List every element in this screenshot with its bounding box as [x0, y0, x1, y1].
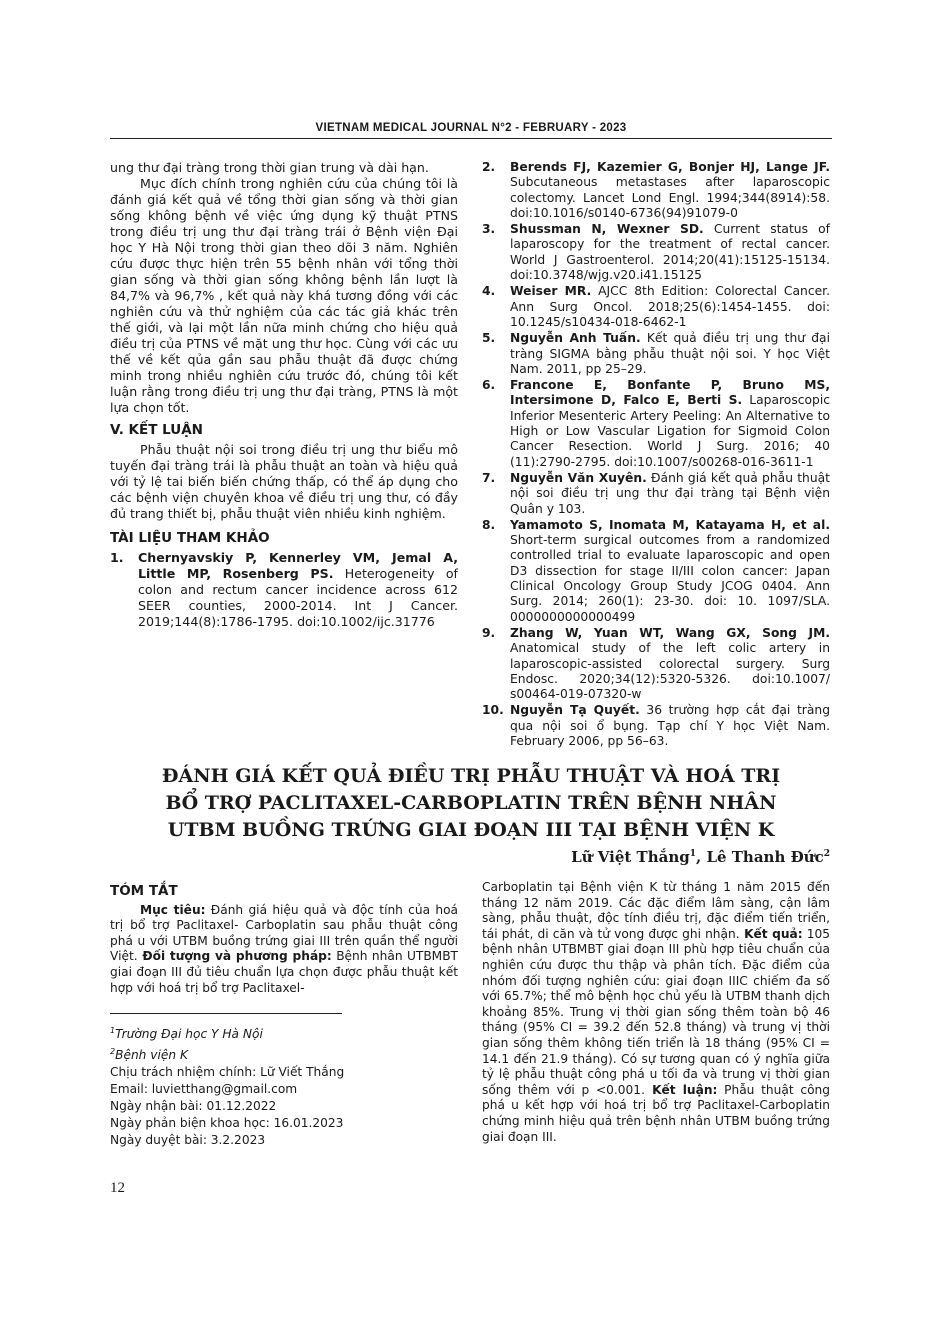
- reference-item: [482, 378, 830, 470]
- reference-body: Anatomical study of the left colic artery in laparoscopic-assisted colorectal surgery. Surg Endosc. 2020;34(12):5320-5326. doi:10.1007/ s00464-019-07320-w: [510, 641, 830, 702]
- paragraph-continued: ung thư đại tràng trong thời gian trung và dài hạn.: [110, 160, 429, 175]
- reference-item: [482, 284, 830, 330]
- reference-authors: Yamamoto S, Inomata M, Katayama H, et al.: [510, 517, 830, 532]
- reference-body: Heterogeneity of colon and rectum cancer incidence across 612 SEER counties, 2000-2014. Int J Cancer. 2019;144(8):1786-1795. doi:10.1002/ijc.31776: [138, 566, 458, 629]
- abstract-results: 105 bệnh nhân UTBMBT giai đoạn III phù hợp tiêu chuẩn của nghiên cứu được thu thập và phân tích. Đặc điểm của nhóm đối tượng nghiên cứu: giai đoạn IIIC chiếm đa số với 65.7%; thể mô bệnh học chủ yếu là UTBM thanh dịch khoảng 85%. Trung vị thời gian sống thêm toàn bộ 46 tháng (95% CI = 39.2 đến 52.8 tháng) và trung vị thời gian sống thêm không tiến triển là 18 tháng (95% CI = 14.1 đến 21.9 tháng). Có sự tương quan có ý nghĩa giữa tỷ lệ phẫu thuật công phá u tối đa và trung vị thời gian sống thêm với p <0.001.: [482, 926, 830, 1097]
- author-separator: ,: [695, 848, 707, 866]
- footnote-responsible: Chịu trách nhiệm chính: Lữ Viết Thắng: [110, 1065, 345, 1080]
- reference-number: 9.: [482, 625, 496, 640]
- reference-authors: Shussman N, Wexner SD.: [510, 222, 704, 237]
- reference-item: [482, 471, 830, 517]
- footnotes: [110, 1022, 450, 1149]
- reference-authors: Nguyễn Văn Xuyên.: [510, 470, 647, 485]
- abstract-method: Bệnh nhân UTBMBT giai đoạn III đủ tiêu chuẩn lựa chọn được phẫu thuật kết hợp với hoá trị bổ trợ Paclitaxel-: [110, 949, 458, 995]
- abstract-label-results: Kết quả:: [739, 926, 803, 941]
- footnote-mark: 1: [110, 1026, 116, 1035]
- abstract-paragraph: [110, 903, 458, 997]
- article-title-line: BỔ TRỢ PACLITAXEL-CARBOPLATIN TRÊN BỆNH NHÂN: [165, 792, 777, 814]
- abstract-objective: Đánh giá hiệu quả và độc tính của hoá trị bổ trợ Paclitaxel- Carboplatin sau phẫu thuật công phá u với UTBM buồng trứng giai III trên quần thể người Việt.: [110, 902, 459, 964]
- reference-number: 6.: [482, 378, 496, 393]
- footnote-received: Ngày nhận bài: 01.12.2022: [110, 1099, 277, 1114]
- author-affiliation-mark: 1: [689, 849, 696, 859]
- footnote-text: Bệnh viện K: [115, 1048, 188, 1063]
- reference-authors: Nguyễn Tạ Quyết.: [510, 703, 640, 718]
- footnote-accepted: Ngày duyệt bài: 3.2.2023: [110, 1133, 266, 1148]
- reference-item: [482, 160, 830, 221]
- reference-number: 8.: [482, 517, 496, 532]
- footnote-affiliation: [110, 1022, 450, 1043]
- abstract-conclusion: Phẫu thuật công phá u kết hợp với hoá trị bổ trợ Paclitaxel-Carboplatin chứng minh hiệu quả trên bệnh nhân UTBM buồng trứng giai đoạn III.: [482, 1082, 831, 1144]
- paragraph-discussion: Mục đích chính trong nghiên cứu của chúng tôi là đánh giá kết quả về tổng thời gian sống và thời gian sống không bệnh về việc ứng dụng kỹ thuật PTNS trong điều trị ung thư đại tràng trái ở Bệnh viện Đại học Y Hà Nội trong thời gian theo dõi 3 năm. Nghiên cứu được thực hiện trên 55 bệnh nhân với tổng thời gian sống và thời gian sống không bệnh lần lượt là 84,7% và 96,7% , kết quả này khá tương đồng với các nghiên cứu và thử nghiệm của các tác giả khác trên thế giới, và lại một lần nữa minh chứng cho hiệu quả điều trị của PTNS về mặt ung thư học. Cùng với các ưu thế về kết qủa gần sau phẫu thuật đã được chứng minh trong nhiều nghiên cứu trước đó, chúng tôi kết luận rằng trong điều trị ung thư đại tràng, PTNS là một lựa chọn tốt.: [110, 176, 458, 415]
- reference-authors: Weiser MR.: [510, 284, 592, 299]
- reference-number: 5.: [482, 331, 496, 346]
- footnote-mark: 2: [110, 1047, 116, 1057]
- article-title-line: UTBM BUỒNG TRỨNG GIAI ĐOẠN III TẠI BỆNH VIỆN K: [167, 819, 775, 841]
- running-header: VIETNAM MEDICAL JOURNAL N°2 - FEBRUARY - 2023: [315, 122, 627, 134]
- footnote-rule: [110, 1013, 342, 1014]
- reference-text: [510, 160, 830, 221]
- reference-item: [482, 222, 830, 283]
- author-affiliation-mark: 2: [823, 849, 830, 859]
- abstract-label-conclusion: Kết luận:: [644, 1082, 718, 1097]
- reference-text: [138, 550, 458, 630]
- article-title: [110, 763, 832, 844]
- reference-item: [482, 703, 830, 749]
- page-number: 12: [110, 1180, 125, 1196]
- reference-item: [110, 550, 458, 630]
- reference-authors: Berends FJ, Kazemier G, Bonjer HJ, Lange JF.: [510, 160, 830, 174]
- reference-body: Laparoscopic Inferior Mesenteric Artery Peeling: An Alternative to High or Low Vascular Ligation for Sigmoid Colon Cancer Resection. World J Surg. 2016; 40 (11):2790-2795. doi:10.1007/s00268-016-3611-1: [510, 393, 831, 469]
- abstract-label-method: Đối tượng và phương pháp:: [137, 949, 332, 964]
- reference-text: [510, 284, 830, 330]
- reference-body: 36 trường hợp cắt đại tràng qua nội soi ổ bụng. Tạp chí Y học Việt Nam. February 2006, pp 56–63.: [510, 703, 830, 748]
- reference-number: 2.: [482, 160, 496, 174]
- reference-body: AJCC 8th Edition: Colorectal Cancer. Ann Surg Oncol. 2018;25(6):1454-1455. doi: 10.1245/s10434-018-6462-1: [510, 284, 830, 329]
- reference-number: 10.: [482, 703, 504, 718]
- author-name: Lữ Việt Thắng: [571, 848, 690, 866]
- reference-text: [510, 222, 830, 283]
- reference-text: [510, 703, 830, 749]
- abstract-right: [482, 880, 830, 1145]
- reference-text: [510, 331, 830, 377]
- left-column: [110, 160, 458, 631]
- reference-authors: Nguyễn Anh Tuấn.: [510, 331, 641, 346]
- reference-text: [510, 378, 830, 470]
- header-rule: [110, 138, 832, 139]
- right-column-references: [482, 160, 830, 750]
- paragraph-conclusion: Phẫu thuật nội soi trong điều trị ung thư biểu mô tuyến đại tràng trái là phẫu thuật an toàn và hiệu quả với tỷ lệ tai biến biến chứng thấp, có thể áp dụng cho các bệnh viện chuyên khoa về điều trị ung thư, có đầy đủ trang thiết bị, phẫu thuật viên nhiều kinh nghiệm.: [110, 442, 458, 521]
- footnote-affiliation: [110, 1043, 450, 1064]
- reference-text: [510, 626, 830, 702]
- abstract-paragraph: [482, 880, 830, 1145]
- article-authors: [571, 848, 830, 866]
- article-title-line: ĐÁNH GIÁ KẾT QUẢ ĐIỀU TRỊ PHẪU THUẬT VÀ HOÁ TRỊ: [161, 765, 781, 787]
- reference-text: [510, 518, 830, 625]
- reference-body: Short-term surgical outcomes from a randomized controlled trial to evaluate laparoscopic and open D3 dissection for stage II/III colon cancer: Japan Clinical Oncology Group Study JCOG 0404. Ann Surg. 2014; 260(1): 23-30. doi: 10. 1097/SLA. 0000000000000499: [510, 533, 830, 624]
- reference-text: [510, 471, 830, 517]
- reference-authors: Zhang W, Yuan WT, Wang GX, Song JM.: [510, 625, 830, 640]
- footnote-reviewed: Ngày phản biện khoa học: 16.01.2023: [110, 1116, 344, 1131]
- reference-number: 3.: [482, 222, 496, 237]
- reference-body: Đánh giá kết quả phẫu thuật nội soi điều trị ung thư đại tràng tại Bệnh viện Quân y 103.: [510, 470, 830, 516]
- reference-body: Subcutaneous metastases after laparoscopic colectomy. Lancet Lond Engl. 1994;344(8914):58. doi:10.1016/s0140-6736(94)91079-0: [510, 175, 830, 220]
- reference-authors: Francone E, Bonfante P, Bruno MS, Intersimone D, Falco E, Berti S.: [510, 378, 830, 408]
- reference-number: 4.: [482, 284, 496, 299]
- reference-item: [482, 331, 830, 377]
- footnote-email: Email: luvietthang@gmail.com: [110, 1082, 298, 1097]
- abstract-left: [110, 880, 458, 996]
- reference-authors: Chernyavskiy P, Kennerley VM, Jemal A, Little MP, Rosenberg PS.: [138, 550, 458, 581]
- heading-references: TÀI LIỆU THAM KHẢO: [110, 530, 270, 546]
- reference-number: 1.: [110, 550, 124, 565]
- abstract-heading: TÓM TẮT: [110, 883, 178, 899]
- reference-item: [482, 626, 830, 702]
- heading-conclusion: V. KẾT LUẬN: [110, 422, 203, 438]
- footnote-text: Trường Đại học Y Hà Nội: [115, 1027, 263, 1042]
- abstract-label-objective: Mục tiêu:: [140, 902, 206, 917]
- reference-body: Kết quả điều trị ung thư đại tràng SIGMA bằng phẫu thuật nội soi. Y học Việt Nam. 2011, pp 25–29.: [510, 331, 831, 376]
- reference-body: Current status of laparoscopy for the treatment of rectal cancer. World J Gastroenterol. 2014;20(41):15125-15134. doi:10.3748/wjg.v20.i41.15125: [510, 222, 830, 283]
- abstract-method-continued: Carboplatin tại Bệnh viện K từ tháng 1 năm 2015 đến tháng 12 năm 2019. Các đặc điểm lâm sàng, cận lâm sàng, phẫu thuật, độc tính điều trị, đặc điểm tiến triển, tái phát, di căn và tử vong được ghi nhận.: [482, 880, 830, 941]
- reference-number: 7.: [482, 470, 496, 485]
- reference-item: [482, 518, 830, 625]
- author-name: Lê Thanh Đức: [706, 848, 824, 866]
